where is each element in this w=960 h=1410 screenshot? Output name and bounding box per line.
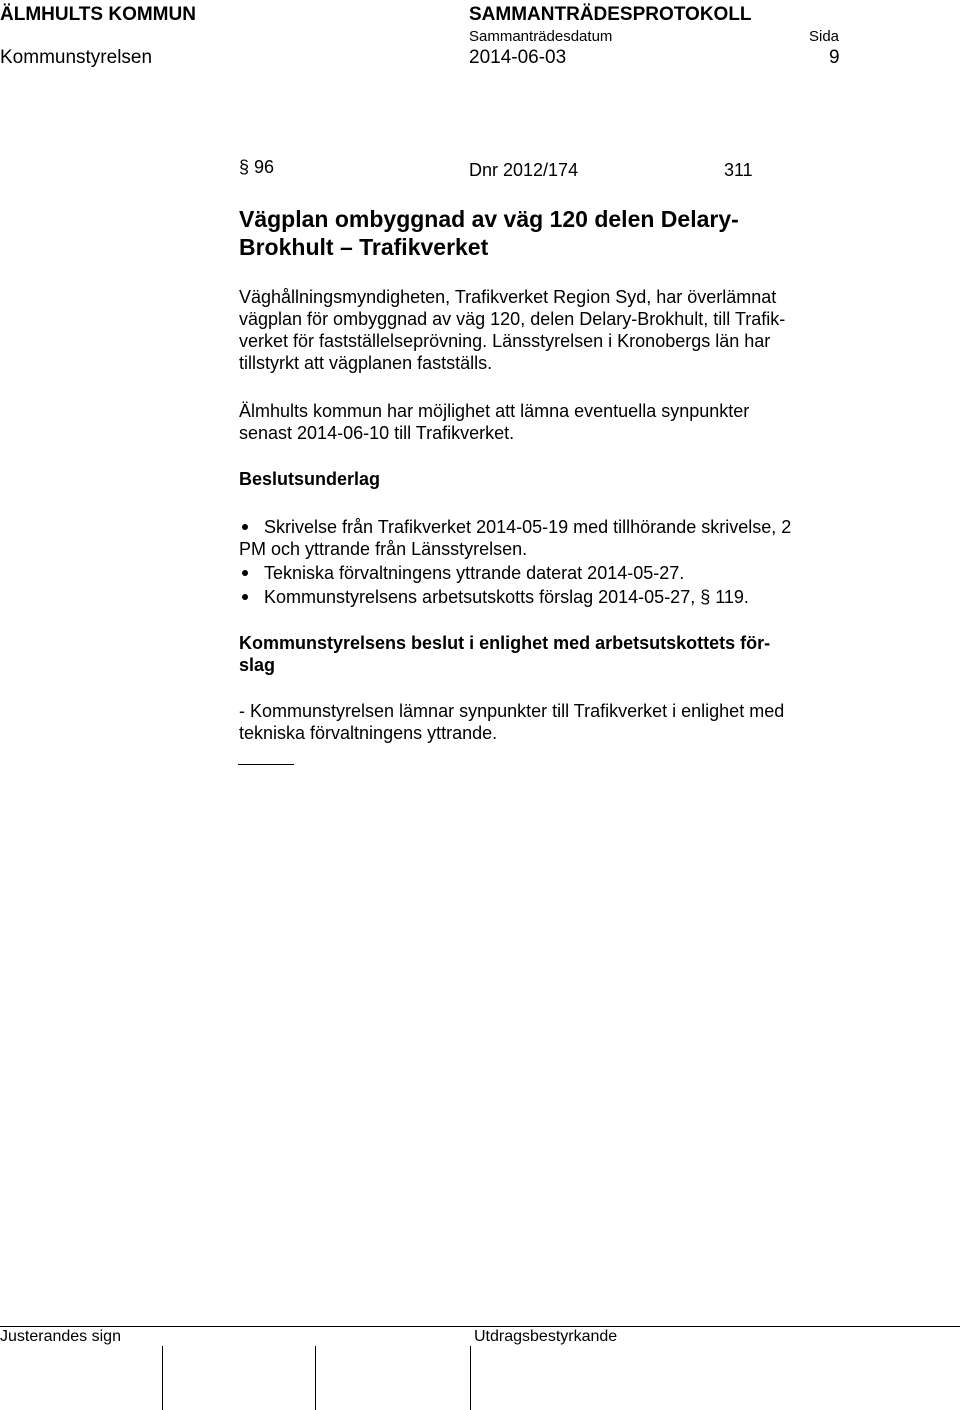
text-line: senast 2014-06-10 till Trafikverket. [239, 423, 515, 443]
meeting-date: 2014-06-03 [469, 47, 567, 68]
sign-label: Justerandes sign [0, 1328, 121, 1345]
basis-heading: Beslutsunderlag [239, 469, 381, 489]
item-number [239, 157, 274, 178]
decision-heading-line: Kommunstyrelsens beslut i enlighet med arbetsutskottets för- [239, 633, 771, 653]
dnr: Dnr 2012/174 [469, 160, 579, 180]
signature-box-divider [162, 1346, 163, 1410]
item-title-line: Brokhult – Trafikverket [239, 234, 489, 260]
text-line: vägplan för ombyggnad av väg 120, delen Delary-Brokhult, till Trafik- [239, 309, 786, 329]
item-code: 311 [724, 160, 753, 180]
basis-item-text: Tekniska förvaltningens yttrande daterat 2014-05-27. [264, 563, 685, 583]
end-rule [238, 764, 294, 765]
basis-item-text: Skrivelse från Trafikverket 2014-05-19 med tillhörande skrivelse, 2 [264, 517, 792, 537]
date-label: Sammanträdesdatum [469, 28, 613, 45]
document-type: SAMMANTRÄDESPROTOKOLL [469, 4, 752, 25]
text-line: tillstyrkt att vägplanen fastställs. [239, 353, 493, 373]
signature-box-divider [315, 1346, 316, 1410]
text-line: - Kommunstyrelsen lämnar synpunkter till Trafikverket i enlighet med [239, 701, 785, 721]
municipality-name: ÄLMHULTS KOMMUN [0, 4, 196, 25]
text-line: Väghållningsmyndigheten, Trafikverket Region Syd, har överlämnat [239, 287, 777, 307]
basis-list [239, 516, 879, 610]
paragraph-opportunity [239, 400, 879, 444]
signature-box-divider [470, 1346, 471, 1410]
decision-text [239, 700, 879, 744]
text-line: tekniska förvaltningens yttrande. [239, 723, 498, 743]
body-name: Kommunstyrelsen [0, 47, 153, 68]
item-title [239, 205, 739, 261]
basis-list-item [239, 516, 879, 560]
basis-item-text: Kommunstyrelsens arbetsutskotts förslag 2014-05-27, § 119. [264, 587, 749, 607]
page-number: 9 [829, 47, 840, 68]
decision-heading [239, 632, 770, 676]
paragraph-sign: § [239, 157, 250, 177]
decision-heading-line: slag [239, 655, 276, 675]
paragraph-background [239, 286, 879, 374]
extract-label: Utdragsbestyrkande [474, 1328, 618, 1345]
basis-list-item [239, 562, 879, 584]
text-line: verket för fastställelseprövning. Länsstyrelsen i Kronobergs län har [239, 331, 771, 351]
basis-list-item [239, 586, 879, 608]
text-line: Älmhults kommun har möjlighet att lämna eventuella synpunkter [239, 401, 750, 421]
basis-item-text-cont: PM och yttrande från Länsstyrelsen. [239, 539, 528, 559]
item-title-line: Vägplan ombyggnad av väg 120 delen Delary- [239, 206, 739, 232]
page-label: Sida [809, 28, 840, 45]
footer-rule [0, 1326, 960, 1327]
item-number-value: 96 [254, 157, 275, 177]
